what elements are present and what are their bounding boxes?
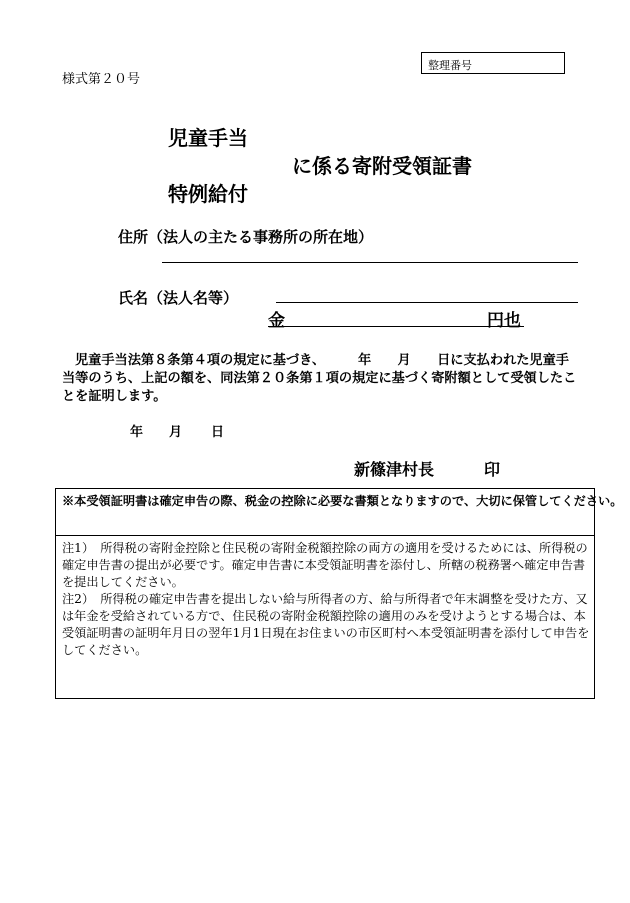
- form-number: 様式第２０号: [62, 72, 141, 87]
- amount-prefix: 金: [268, 311, 285, 331]
- name-field-line[interactable]: [276, 302, 578, 303]
- title-line-2: に係る寄附受領証書: [292, 154, 472, 178]
- important-note: ※本受領証明書は確定申告の際、税金の控除に必要な書類となりますので、大切に保管してください。: [62, 494, 623, 508]
- reference-number-label: 整理番号: [428, 59, 472, 72]
- certification-text: [62, 352, 582, 406]
- note-1: 注1） 所得税の寄附金控除と住民税の寄附金税額控除の両方の適用を受けるためには、所得税の確定申告書の提出が必要です。確定申告書に本受領証明書を添付し、所轄の税務署へ確定申告書を提出してください。: [62, 541, 588, 589]
- notes-box: [55, 536, 595, 699]
- certification-text-content: 児童手当法第８条第４項の規定に基づき、 年 月 日に支払われた児童手当等のうち、上記の額を、同法第２０条第１項の規定に基づく寄附額として受領したことを証明します。: [62, 353, 577, 404]
- reference-number-box[interactable]: [421, 52, 565, 74]
- address-field-line[interactable]: [162, 262, 578, 263]
- date-day: 日: [211, 425, 225, 440]
- title-line-3: 特例給付: [168, 182, 248, 206]
- title-line-1: 児童手当: [168, 126, 248, 150]
- amount-suffix: 円也: [487, 311, 521, 331]
- name-label: 氏名（法人名等）: [118, 289, 239, 307]
- issue-date: [130, 421, 224, 440]
- issuer-name: 新篠津村長: [354, 460, 435, 479]
- date-month: 月: [169, 425, 183, 440]
- note-2: 注2） 所得税の確定申告書を提出しない給与所得者の方、給与所得者で年末調整を受けた方、又は年金を受給されている方で、住民税の寄附金税額控除の適用のみを受けようとする場合は、本受領証明書の証明年月日の翌年1月1日現在お住まいの市区町村へ本受領証明書を添付して申告をしてください。: [62, 592, 590, 657]
- issuer-seal: 印: [484, 460, 501, 479]
- important-note-box: [55, 488, 623, 536]
- address-label: 住所（法人の主たる事務所の所在地）: [118, 228, 374, 246]
- amount-field-line[interactable]: [268, 326, 524, 327]
- date-year: 年: [130, 425, 144, 440]
